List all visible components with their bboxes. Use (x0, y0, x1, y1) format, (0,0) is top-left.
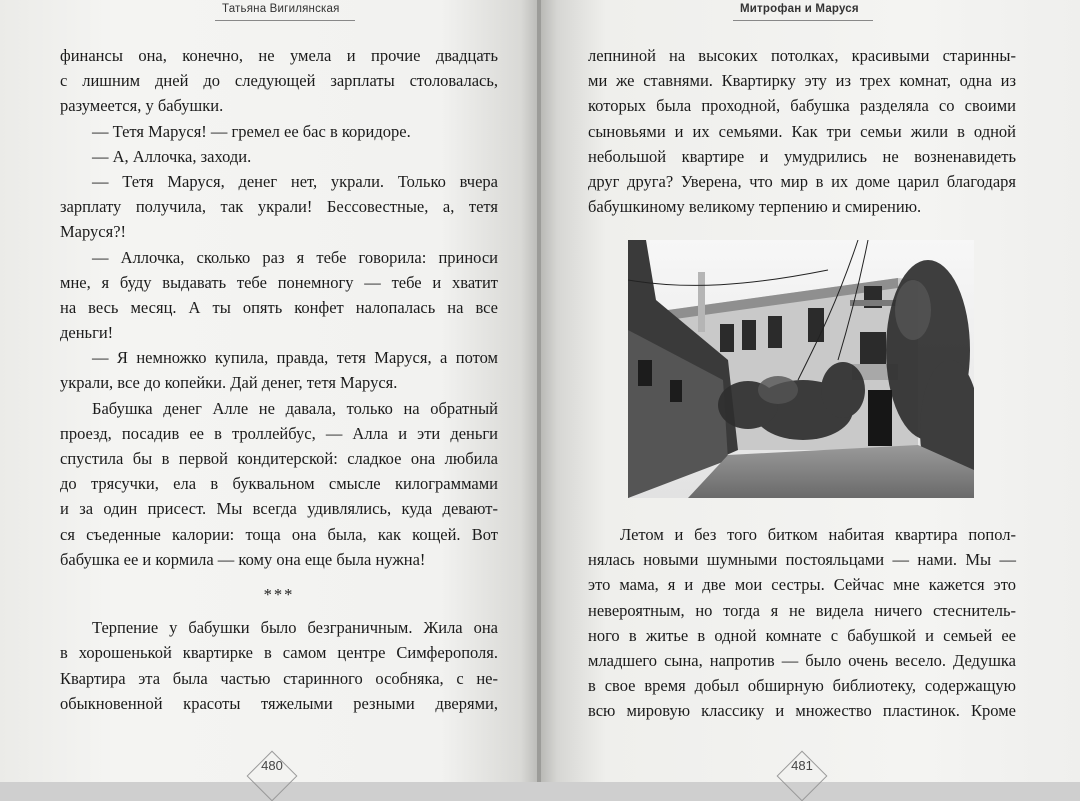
text-line: — Аллочка, сколько раз я тебе говорила: приноси (92, 247, 498, 267)
text-line: Квартира эта была частью старинного особняка, с не- (60, 668, 498, 688)
text-line: небольшой квартире и умудрились не возненавидеть (588, 146, 1016, 166)
right-page-number (770, 748, 840, 782)
text-line: Летом и без того битком набитая квартира попол- (620, 525, 1016, 544)
text-line: зарплату получила, так украли! Бессовестные, а, тетя (60, 197, 498, 217)
text-line: это мама, я и две мои сестры. Сейчас мне кажется это (588, 575, 1016, 595)
text-line: Маруся?! (60, 222, 127, 242)
section-separator: *** (263, 584, 295, 604)
left-paragraphs-after (60, 615, 498, 716)
courtyard-photo-image (628, 240, 974, 498)
text-line: — А, Аллочка, заходи. (92, 146, 252, 166)
left-running-head: Татьяна Вигилянская (222, 3, 340, 15)
text-line: с лишним дней до следующей зарплаты столовалась, (60, 71, 498, 91)
text-line: ного в житье в одной комнате с бабушкой и семьей ее (588, 625, 1016, 645)
text-line: мне, я буду выдавать тебе понемногу — тебе и хватит (60, 272, 498, 292)
text-line: Бабушка денег Алле не давала, только на обратный (92, 398, 498, 418)
text-line: младшего сына, напротив — было очень весело. Дедушка (588, 650, 1016, 670)
text-line: — Тетя Маруся, денег нет, украли. Только вчера (92, 171, 498, 191)
right-page-number-text: 481 (791, 758, 813, 773)
text-line: на весь месяц. А ты опять конфет налопалась на все (60, 297, 498, 317)
left-body-text (60, 43, 498, 716)
left-page-number (240, 748, 310, 782)
text-line: обыкновенной красоты тяжелыми резными дверями, (60, 693, 498, 713)
right-head-rule (733, 20, 873, 21)
text-line: лепниной на высоких потолках, красивыми старинны- (588, 46, 1016, 65)
left-page-number-text: 480 (261, 758, 283, 773)
text-line: невероятным, но тогда я не видела ничего стеснитель- (588, 600, 1016, 620)
text-line: Терпение у бабушки было безграничным. Жила она (92, 618, 498, 638)
text-line: спустила бы в первой кондитерской: сладкое она любила (60, 449, 498, 468)
right-body-text-bottom (588, 522, 1016, 724)
text-line: проезд, посадив ее в троллейбус, — Алла и эти деньги (60, 423, 498, 443)
text-line: финансы она, конечно, не умела и прочие двадцать (60, 46, 498, 65)
text-line: в хорошенькой квартирке в самом центре Симферополя. (60, 643, 498, 663)
text-line: всю мировую классику и множество пластинок. Кроме (588, 701, 1016, 721)
right-running-head: Митрофан и Маруся (740, 3, 859, 15)
text-line: которых была проходной, бабушка разделяла со своими (588, 96, 1016, 116)
text-line: бабушкиному великому терпению и смирению. (588, 197, 922, 217)
text-line: друг друга? Уверена, что мир в их доме царил благодаря (588, 171, 1016, 191)
text-line: ми же ставнями. Квартирку эту из трех комнат, одна из (588, 71, 1016, 91)
text-line: деньги! (60, 323, 114, 343)
text-line: — Я немножко купила, правда, тетя Маруся, а потом (92, 348, 498, 368)
text-line: в свое время добыл обширную библиотеку, содержащую (588, 676, 1016, 696)
text-line: украли, все до копейки. Дай денег, тетя Маруся. (60, 373, 398, 393)
courtyard-photo (628, 240, 974, 498)
text-line: и за один присест. Мы всегда удивлялись, куда девают- (60, 499, 498, 519)
text-line: до трясучки, ела в буквальном смысле килограммами (60, 474, 498, 494)
text-line: бабушка ее и кормила — кому она еще была нужна! (60, 549, 426, 569)
text-line: разумеется, у бабушки. (60, 96, 224, 116)
left-head-rule (215, 20, 355, 21)
text-line: нялась новыми шумными постояльцами — нами. Мы — (588, 550, 1016, 570)
text-line: — Тетя Маруся! — гремел ее бас в коридоре. (92, 121, 411, 141)
text-line: сыновьями и их семьями. Как три семьи жили в одной (588, 121, 1016, 141)
right-body-text-top (588, 43, 1016, 219)
text-line: ся съеденные калории: тоща она была, как кощей. Вот (60, 524, 498, 544)
left-paragraphs-before (60, 43, 498, 572)
